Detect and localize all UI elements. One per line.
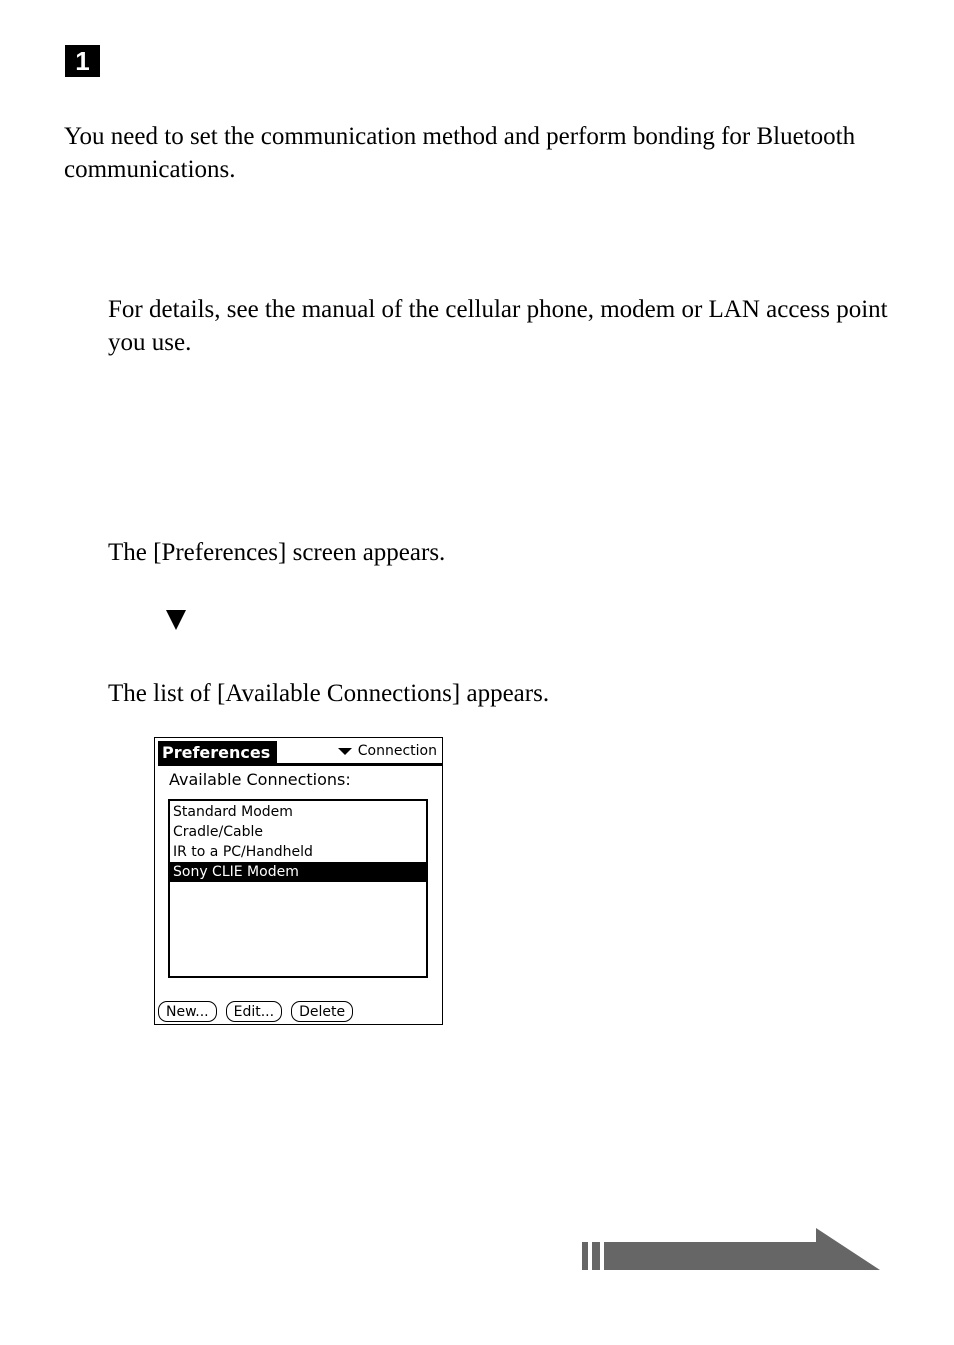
list-item[interactable]: IR to a PC/Handheld <box>173 844 313 860</box>
intro-paragraph: You need to set the communication method and perform bonding for Bluetooth communications. <box>64 123 856 183</box>
preferences-result-text: The [Preferences] screen appears. <box>108 539 446 566</box>
details-paragraph: For details, see the manual of the cellular phone, modem or LAN access point you use. <box>108 296 888 356</box>
list-item[interactable]: Standard Modem <box>173 804 293 820</box>
list-item[interactable]: Cradle/Cable <box>173 824 263 840</box>
palm-preferences-screen <box>154 737 443 1025</box>
connections-list[interactable] <box>168 799 428 978</box>
available-connections-heading: Available Connections: <box>169 770 351 789</box>
arrow-body <box>604 1228 880 1270</box>
palm-title-tab: Preferences <box>158 741 277 764</box>
palm-title-rule <box>158 763 443 766</box>
down-arrow-icon <box>166 610 186 630</box>
edit-button[interactable]: Edit... <box>226 1001 282 1022</box>
new-button[interactable]: New... <box>158 1001 217 1022</box>
continue-arrow-icon <box>580 1226 882 1272</box>
step-number-badge: 1 <box>65 45 100 77</box>
category-label: Connection <box>357 743 437 759</box>
dropdown-triangle-icon <box>338 748 352 755</box>
arrow-bar-2 <box>592 1242 600 1270</box>
delete-button[interactable]: Delete <box>291 1001 353 1022</box>
list-result-text: The list of [Available Connections] appears. <box>108 680 550 707</box>
category-picker[interactable] <box>338 742 437 760</box>
palm-button-row <box>158 1001 353 1022</box>
list-item-selected[interactable]: Sony CLIE Modem <box>170 862 426 882</box>
arrow-bar-1 <box>582 1242 588 1270</box>
